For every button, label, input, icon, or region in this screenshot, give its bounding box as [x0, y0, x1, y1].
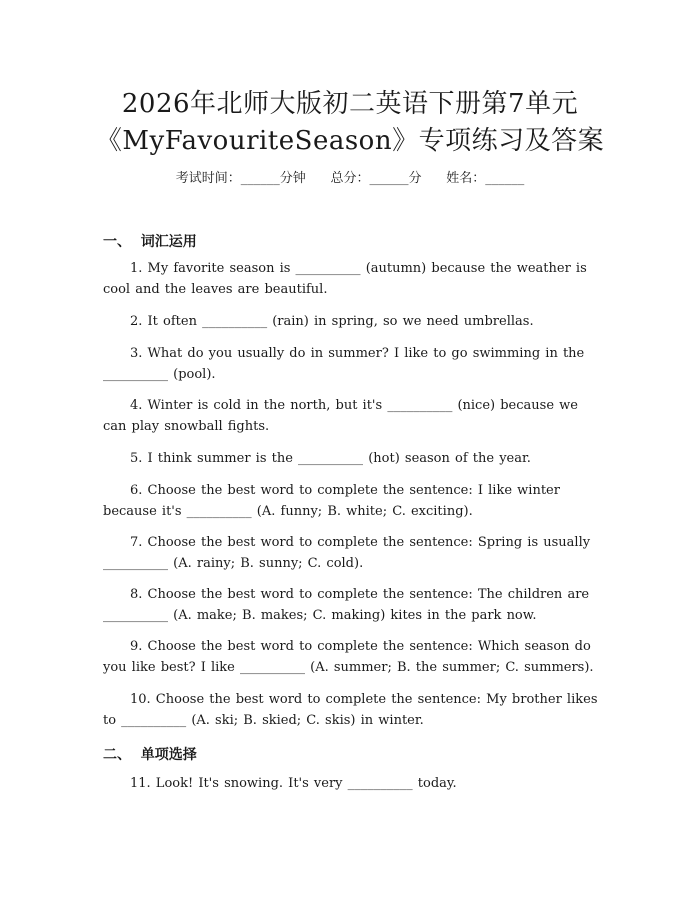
question-item: 7. Choose the best word to complete the sentence: Spring is usually __________ (A. rainy; B. sunny; C. cold).: [103, 535, 591, 571]
document-title-line-2: 《MyFavouriteSeason》专项练习及答案: [95, 126, 605, 156]
document-title-line-1: 2026年北师大版初二英语下册第7单元: [121, 89, 579, 119]
section-heading-multiple-choice: 二、 单项选择: [103, 747, 197, 763]
question-item: 8. Choose the best word to complete the sentence: The children are __________ (A. make; B. makes; C. making) kites in the park now.: [103, 587, 590, 623]
question-item: 1. My favorite season is __________ (autumn) because the weather is cool and the leaves are beautiful.: [103, 261, 587, 297]
question-item: 2. It often __________ (rain) in spring, so we need umbrellas.: [130, 314, 534, 329]
exam-info-line: 考试时间：______分钟 总分：______分 姓名：______: [175, 171, 525, 186]
question-item: 9. Choose the best word to complete the sentence: Which season do you like best? I like __________ (A. summer; B. the summer; C. summers).: [103, 639, 594, 675]
question-item: 11. Look! It's snowing. It's very __________ today.: [130, 776, 457, 791]
question-item: 10. Choose the best word to complete the sentence: My brother likes to __________ (A. ski; B. skied; C. skis) in winter.: [103, 692, 598, 728]
question-item: 6. Choose the best word to complete the sentence: I like winter because it's __________ (A. funny; B. white; C. exciting).: [103, 483, 560, 519]
question-item: 4. Winter is cold in the north, but it's __________ (nice) because we can play snowball fights.: [103, 398, 578, 434]
question-item: 5. I think summer is the __________ (hot) season of the year.: [130, 451, 531, 466]
section-heading-vocabulary: 一、 词汇运用: [103, 234, 197, 250]
question-item: 3. What do you usually do in summer? I like to go swimming in the __________ (pool).: [103, 346, 585, 382]
